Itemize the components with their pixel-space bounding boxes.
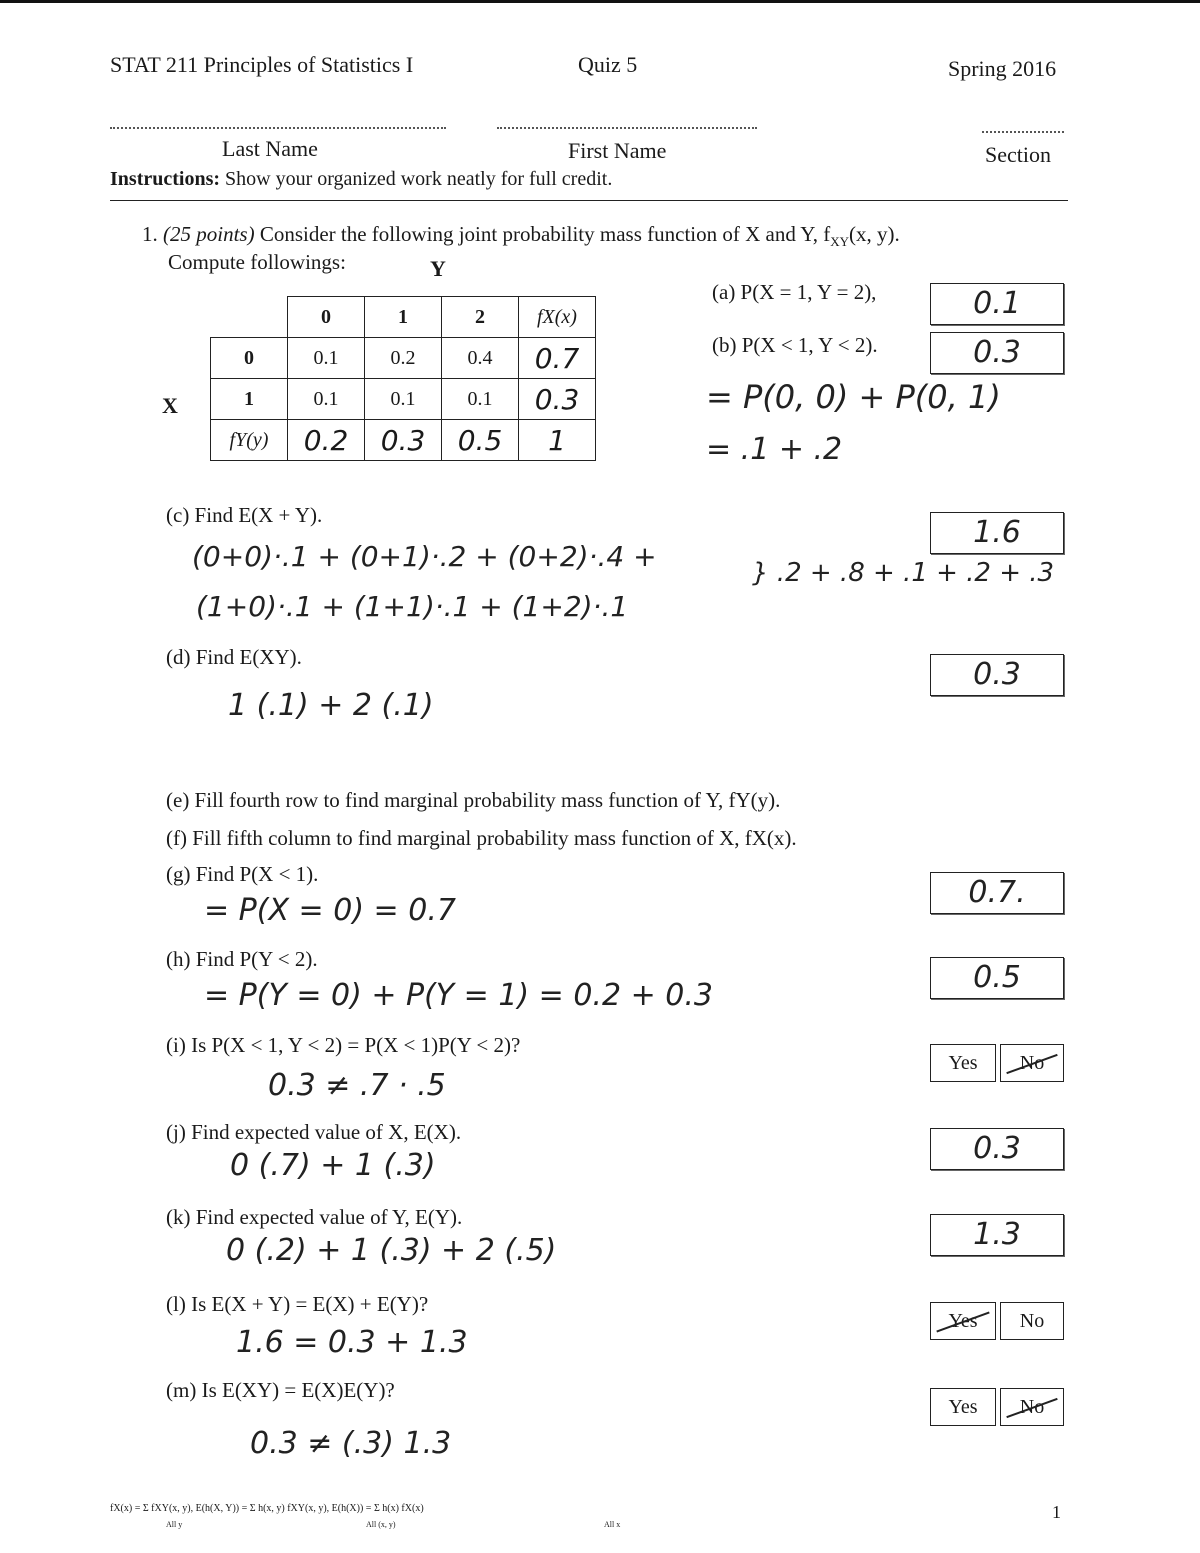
part-g-work-1: = P(X = 0) = 0.7 [204, 893, 456, 928]
cell-1-1: 0.1 [365, 379, 442, 420]
row-label-1: 1 [211, 379, 288, 420]
part-i-question: (i) Is P(X < 1, Y < 2) = P(X < 1)P(Y < 2)? [166, 1033, 521, 1057]
marginal-x-1[interactable]: 0.3 [519, 379, 596, 420]
last-name-line[interactable] [110, 127, 446, 129]
part-d-answer-box[interactable]: 0.3 [930, 654, 1064, 696]
table-header-row [211, 297, 596, 338]
part-j-question: (j) Find expected value of X, E(X). [166, 1120, 462, 1144]
part-l-work-1: 1.6 = 0.3 + 1.3 [236, 1325, 468, 1360]
first-name-label: First Name [568, 138, 667, 163]
cell-0-1: 0.2 [365, 338, 442, 379]
marginal-y-2[interactable]: 0.5 [442, 420, 519, 461]
problem-text-sub: XY [830, 234, 850, 250]
table-row [211, 420, 596, 461]
part-b-question: (b) P(X < 1, Y < 2). [712, 333, 878, 357]
part-c-work-1: (0+0)·.1 + (0+1)·.2 + (0+2)·.4 + [192, 540, 657, 573]
problem-number: 1. [142, 222, 158, 246]
part-m-yes-box[interactable]: Yes [930, 1388, 996, 1426]
part-k-answer-box[interactable]: 1.3 [930, 1214, 1064, 1256]
marginal-x-0[interactable]: 0.7 [519, 338, 596, 379]
part-a-question: (a) P(X = 1, Y = 2), [712, 280, 877, 304]
x-axis-label: X [162, 393, 178, 418]
table-row [211, 379, 596, 420]
y-axis-label: Y [430, 256, 446, 281]
page-number: 1 [1052, 1502, 1061, 1522]
problem-statement [142, 222, 900, 250]
part-h-work-1: = P(Y = 0) + P(Y = 1) = 0.2 + 0.3 [204, 978, 713, 1013]
col-header-fx: fX(x) [519, 297, 596, 338]
problem-points: (25 points) [163, 222, 255, 246]
marginal-y-1[interactable]: 0.3 [365, 420, 442, 461]
footer-formulas: fX(x) = Σ fXY(x, y), E(h(X, Y)) = Σ h(x, y) fXY(x, y), E(h(X)) = Σ h(x) fX(x) [110, 1503, 424, 1514]
cell-1-2: 0.1 [442, 379, 519, 420]
part-c-question: (c) Find E(X + Y). [166, 503, 323, 527]
part-d-question: (d) Find E(XY). [166, 645, 302, 669]
first-name-line[interactable] [497, 127, 757, 129]
part-d-work-1: 1 (.1) + 2 (.1) [228, 688, 434, 723]
part-b-answer-box[interactable]: 0.3 [930, 332, 1064, 374]
part-l-yes-box[interactable]: Yes [930, 1302, 996, 1340]
instructions-text: Show your organized work neatly for full credit. [220, 168, 613, 190]
row-label-0: 0 [211, 338, 288, 379]
part-c-work-3: } .2 + .8 + .1 + .2 + .3 [752, 558, 1055, 588]
part-i-yes-box[interactable]: Yes [930, 1044, 996, 1082]
cell-0-0: 0.1 [288, 338, 365, 379]
table-corner [211, 297, 288, 338]
part-k-question: (k) Find expected value of Y, E(Y). [166, 1205, 463, 1229]
section-label: Section [985, 142, 1051, 167]
part-i-no-box[interactable]: No [1000, 1044, 1064, 1082]
part-e-question: (e) Fill fourth row to find marginal probability mass function of Y, fY(y). [166, 788, 781, 812]
course-title: STAT 211 Principles of Statistics I [110, 52, 414, 77]
col-header-1: 1 [365, 297, 442, 338]
part-j-work-1: 0 (.7) + 1 (.3) [230, 1148, 436, 1183]
part-m-no-box[interactable]: No [1000, 1388, 1064, 1426]
compute-label: Compute followings: [168, 250, 346, 274]
part-c-answer-box[interactable]: 1.6 [930, 512, 1064, 554]
top-border-line [0, 0, 1200, 3]
cell-0-2: 0.4 [442, 338, 519, 379]
part-f-question: (f) Fill fifth column to find marginal probability mass function of X, fX(x). [166, 826, 797, 850]
part-b-work-1: = P(0, 0) + P(0, 1) [706, 378, 1001, 416]
part-b-work-2: = .1 + .2 [706, 432, 843, 467]
part-c-work-2: (1+0)·.1 + (1+1)·.1 + (1+2)·.1 [196, 590, 629, 623]
part-a-answer-box[interactable]: 0.1 [930, 283, 1064, 325]
instructions-label: Instructions: [110, 168, 221, 190]
instructions [110, 168, 612, 191]
footer-sum-all-y: All y [166, 1520, 183, 1529]
footer-sum-all-x: All x [604, 1520, 621, 1529]
cell-1-0: 0.1 [288, 379, 365, 420]
part-g-answer-box[interactable]: 0.7. [930, 872, 1064, 914]
row-label-fy: fY(y) [211, 420, 288, 461]
table-row [211, 338, 596, 379]
part-j-answer-box[interactable]: 0.3 [930, 1128, 1064, 1170]
part-l-question: (l) Is E(X + Y) = E(X) + E(Y)? [166, 1292, 429, 1316]
term: Spring 2016 [948, 56, 1057, 81]
part-i-work-1: 0.3 ≠ .7 · .5 [268, 1068, 446, 1103]
part-h-question: (h) Find P(Y < 2). [166, 947, 318, 971]
section-line[interactable] [982, 131, 1064, 133]
problem-text: Consider the following joint probability mass function of X and Y, f [254, 222, 831, 246]
joint-pmf-table [210, 296, 596, 461]
col-header-2: 2 [442, 297, 519, 338]
header-rule [110, 200, 1068, 201]
last-name-label: Last Name [222, 136, 318, 161]
quiz-title: Quiz 5 [578, 52, 638, 77]
part-g-question: (g) Find P(X < 1). [166, 862, 319, 886]
part-h-answer-box[interactable]: 0.5 [930, 957, 1064, 999]
part-m-work-1: 0.3 ≠ (.3) 1.3 [250, 1426, 452, 1461]
part-m-question: (m) Is E(XY) = E(X)E(Y)? [166, 1378, 395, 1402]
footer-sum-all-xy: All (x, y) [366, 1520, 396, 1529]
marginal-y-0[interactable]: 0.2 [288, 420, 365, 461]
part-k-work-1: 0 (.2) + 1 (.3) + 2 (.5) [226, 1233, 557, 1268]
problem-text-end: (x, y). [849, 222, 900, 246]
col-header-0: 0 [288, 297, 365, 338]
part-l-no-box[interactable]: No [1000, 1302, 1064, 1340]
marginal-total[interactable]: 1 [519, 420, 596, 461]
